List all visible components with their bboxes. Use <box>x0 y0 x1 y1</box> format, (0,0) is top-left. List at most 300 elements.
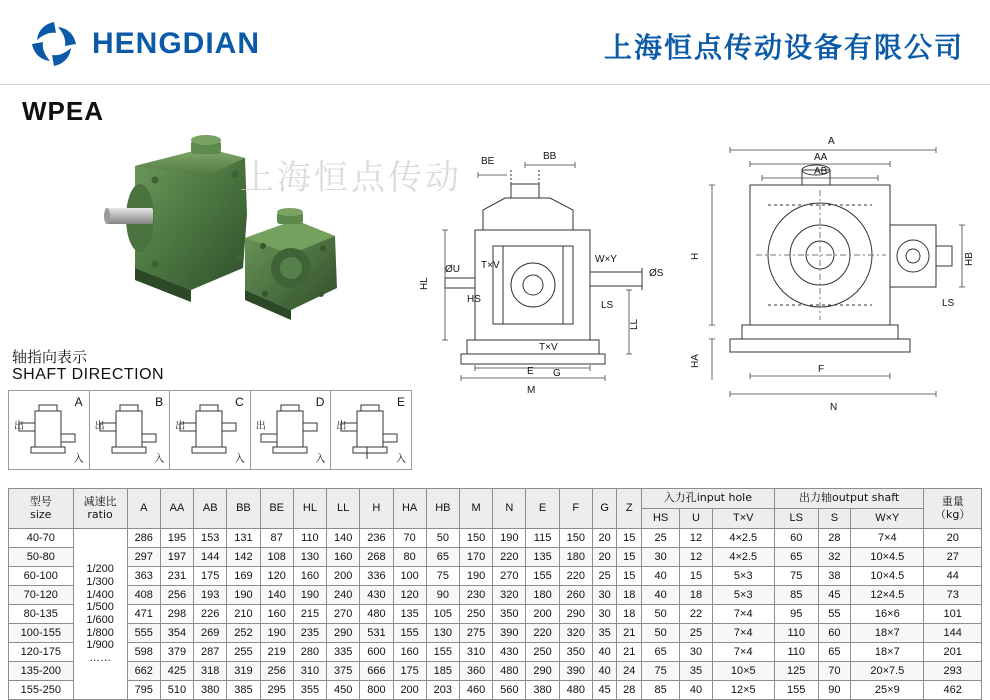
cell-N: 270 <box>493 567 526 586</box>
cell-G: 20 <box>592 548 617 567</box>
cell-HL: 215 <box>293 605 326 624</box>
cell-HL: 110 <box>293 529 326 548</box>
cell-HA: 155 <box>393 624 426 643</box>
shaft-direction-cell-b <box>90 391 171 469</box>
dim-a: A <box>828 136 835 147</box>
shaft-in-label: 入 <box>234 454 245 465</box>
cell-F: 220 <box>559 567 592 586</box>
cell-U: 22 <box>680 605 713 624</box>
cell-A: 662 <box>127 662 160 681</box>
cell-S: 90 <box>818 681 850 700</box>
table-row <box>9 643 982 662</box>
cell-TV: 5×3 <box>712 586 774 605</box>
th-output-shaft-group <box>774 489 924 509</box>
ratio-item: 1/300 <box>86 576 114 589</box>
cell-Z: 21 <box>617 643 642 662</box>
cell-LS: 75 <box>774 567 818 586</box>
cell-weight: 201 <box>924 643 982 662</box>
cell-HL: 160 <box>293 567 326 586</box>
cell-HS: 25 <box>641 529 679 548</box>
cell-N: 560 <box>493 681 526 700</box>
cell-A: 297 <box>127 548 160 567</box>
cell-TV: 12×5 <box>712 681 774 700</box>
cell-N: 480 <box>493 662 526 681</box>
th-M: M <box>459 489 492 529</box>
cell-HB: 155 <box>426 643 459 662</box>
cell-WY: 10×4.5 <box>851 567 924 586</box>
shaft-cell-letter: B <box>155 395 164 409</box>
dim-ls: LS <box>601 300 614 311</box>
shaft-cell-letter: A <box>74 395 83 409</box>
th-E: E <box>526 489 559 529</box>
cell-TV: 4×2.5 <box>712 529 774 548</box>
cell-weight: 293 <box>924 662 982 681</box>
cell-A: 408 <box>127 586 160 605</box>
cell-HA: 100 <box>393 567 426 586</box>
cell-HB: 65 <box>426 548 459 567</box>
cell-G: 30 <box>592 586 617 605</box>
cell-F: 480 <box>559 681 592 700</box>
cell-AB: 318 <box>194 662 227 681</box>
cell-G: 20 <box>592 529 617 548</box>
cell-weight: 144 <box>924 624 982 643</box>
shaft-out-label: 出 <box>94 421 105 432</box>
th-ratio-en: ratio <box>87 507 113 521</box>
cell-HB: 90 <box>426 586 459 605</box>
cell-HB: 105 <box>426 605 459 624</box>
cell-Z: 24 <box>617 662 642 681</box>
cell-E: 220 <box>526 624 559 643</box>
cell-LL: 270 <box>327 605 360 624</box>
th-ratio <box>73 489 127 529</box>
dim-ll: LL <box>629 318 640 330</box>
cell-H: 666 <box>360 662 393 681</box>
cell-E: 250 <box>526 643 559 662</box>
cell-Z: 18 <box>617 586 642 605</box>
cell-weight: 27 <box>924 548 982 567</box>
shaft-direction-cell-e <box>331 391 411 469</box>
th-LS: LS <box>774 509 818 529</box>
shaft-direction-cell-d <box>251 391 332 469</box>
cell-LL: 160 <box>327 548 360 567</box>
cell-WY: 16×6 <box>851 605 924 624</box>
cell-AB: 226 <box>194 605 227 624</box>
cell-M: 460 <box>459 681 492 700</box>
cell-TV: 5×3 <box>712 567 774 586</box>
table-row <box>9 624 982 643</box>
cell-AB: 380 <box>194 681 227 700</box>
th-AA: AA <box>160 489 193 529</box>
th-U: U <box>680 509 713 529</box>
shaft-direction-cell-c <box>170 391 251 469</box>
ratio-item: 1/900 <box>86 639 114 652</box>
cell-AB: 287 <box>194 643 227 662</box>
cell-size: 60-100 <box>9 567 74 586</box>
shaft-cell-letter: E <box>396 395 405 409</box>
brand-name: HENGDIAN <box>92 27 261 60</box>
shaft-out-label: 出 <box>175 421 186 432</box>
cell-S: 32 <box>818 548 850 567</box>
ratio-item: 1/400 <box>86 588 114 601</box>
cell-LL: 335 <box>327 643 360 662</box>
th-weight-cn: 重量 <box>941 494 964 508</box>
th-TV: T×V <box>712 509 774 529</box>
th-size <box>9 489 74 529</box>
cell-weight: 101 <box>924 605 982 624</box>
cell-LL: 240 <box>327 586 360 605</box>
cell-E: 155 <box>526 567 559 586</box>
cell-G: 45 <box>592 681 617 700</box>
dim-m: M <box>527 385 536 396</box>
cell-E: 200 <box>526 605 559 624</box>
dim-hl: HL <box>419 277 430 290</box>
ratio-item: …… <box>89 651 112 664</box>
th-Z: Z <box>617 489 642 529</box>
cell-TV: 7×4 <box>712 624 774 643</box>
th-WY: W×Y <box>851 509 924 529</box>
shaft-out-label: 出 <box>336 421 347 432</box>
cell-HA: 135 <box>393 605 426 624</box>
product-photo <box>95 118 350 333</box>
cell-LS: 65 <box>774 548 818 567</box>
shaft-in-label: 入 <box>73 454 84 465</box>
cell-H: 600 <box>360 643 393 662</box>
dim-aa: AA <box>814 152 828 163</box>
front-view-drawing <box>415 150 670 400</box>
cell-F: 350 <box>559 643 592 662</box>
cell-H: 531 <box>360 624 393 643</box>
cell-LS: 95 <box>774 605 818 624</box>
cell-WY: 18×7 <box>851 624 924 643</box>
dim-ou: ØU <box>445 264 460 275</box>
th-weight <box>924 489 982 529</box>
cell-WY: 7×4 <box>851 529 924 548</box>
cell-H: 336 <box>360 567 393 586</box>
th-HA: HA <box>393 489 426 529</box>
cell-WY: 18×7 <box>851 643 924 662</box>
th-N: N <box>493 489 526 529</box>
cell-BE: 140 <box>260 586 293 605</box>
th-A: A <box>127 489 160 529</box>
dim-bb: BB <box>543 151 557 162</box>
dim-ha: HA <box>690 354 701 368</box>
cell-AB: 269 <box>194 624 227 643</box>
th-ratio-cn: 减速比 <box>83 494 117 508</box>
cell-AA: 256 <box>160 586 193 605</box>
cell-G: 40 <box>592 643 617 662</box>
dim-hs: HS <box>467 294 481 305</box>
shaft-out-label: 出 <box>14 421 24 432</box>
cell-LL: 375 <box>327 662 360 681</box>
cell-H: 236 <box>360 529 393 548</box>
cell-HS: 40 <box>641 567 679 586</box>
cell-HA: 80 <box>393 548 426 567</box>
cell-size: 155-250 <box>9 681 74 700</box>
cell-H: 480 <box>360 605 393 624</box>
cell-A: 363 <box>127 567 160 586</box>
cell-M: 190 <box>459 567 492 586</box>
cell-E: 380 <box>526 681 559 700</box>
cell-AA: 425 <box>160 662 193 681</box>
cell-LS: 125 <box>774 662 818 681</box>
cell-U: 25 <box>680 624 713 643</box>
cell-H: 800 <box>360 681 393 700</box>
cell-M: 360 <box>459 662 492 681</box>
cell-BB: 385 <box>227 681 260 700</box>
th-input-hole-en: input hole <box>696 491 753 505</box>
shaft-direction-cell-a <box>9 391 90 469</box>
cell-AA: 510 <box>160 681 193 700</box>
cell-LL: 290 <box>327 624 360 643</box>
cell-M: 250 <box>459 605 492 624</box>
cell-AB: 175 <box>194 567 227 586</box>
cell-N: 350 <box>493 605 526 624</box>
shaft-direction-table <box>8 390 412 470</box>
cell-weight: 44 <box>924 567 982 586</box>
cell-E: 135 <box>526 548 559 567</box>
cell-weight: 462 <box>924 681 982 700</box>
cell-M: 275 <box>459 624 492 643</box>
cell-Z: 15 <box>617 529 642 548</box>
th-AB: AB <box>194 489 227 529</box>
shaft-direction-label-cn: 轴指向表示 <box>12 348 88 366</box>
fan-blade-logo-icon <box>28 18 80 70</box>
th-G: G <box>592 489 617 529</box>
cell-BB: 319 <box>227 662 260 681</box>
cell-A: 795 <box>127 681 160 700</box>
cell-HS: 65 <box>641 643 679 662</box>
cell-HB: 130 <box>426 624 459 643</box>
cell-BE: 160 <box>260 605 293 624</box>
cell-HL: 235 <box>293 624 326 643</box>
cell-AB: 144 <box>194 548 227 567</box>
cell-HS: 85 <box>641 681 679 700</box>
cell-F: 260 <box>559 586 592 605</box>
cell-BE: 219 <box>260 643 293 662</box>
th-S: S <box>818 509 850 529</box>
cell-BB: 169 <box>227 567 260 586</box>
cell-G: 40 <box>592 662 617 681</box>
cell-Z: 28 <box>617 681 642 700</box>
cell-A: 555 <box>127 624 160 643</box>
cell-LS: 110 <box>774 643 818 662</box>
th-output-shaft-cn: 出力轴 <box>798 491 832 505</box>
cell-WY: 12×4.5 <box>851 586 924 605</box>
dim-ab: AB <box>814 166 828 177</box>
dim-h: H <box>690 252 701 260</box>
cell-HL: 355 <box>293 681 326 700</box>
cell-U: 12 <box>680 529 713 548</box>
cell-U: 15 <box>680 567 713 586</box>
cell-BE: 190 <box>260 624 293 643</box>
th-BB: BB <box>227 489 260 529</box>
cell-LS: 110 <box>774 624 818 643</box>
dim-os: ØS <box>649 268 664 279</box>
cell-M: 170 <box>459 548 492 567</box>
dim-ls-side: LS <box>942 298 955 309</box>
cell-LL: 450 <box>327 681 360 700</box>
table-row <box>9 681 982 700</box>
cell-AA: 354 <box>160 624 193 643</box>
cell-LL: 200 <box>327 567 360 586</box>
cell-E: 115 <box>526 529 559 548</box>
cell-HL: 130 <box>293 548 326 567</box>
th-input-hole-cn: 入力孔 <box>663 491 697 505</box>
cell-S: 60 <box>818 624 850 643</box>
th-size-cn: 型号 <box>29 494 52 508</box>
shaft-cell-letter: C <box>235 395 244 409</box>
cell-U: 40 <box>680 681 713 700</box>
cell-BB: 252 <box>227 624 260 643</box>
cell-TV: 4×2.5 <box>712 548 774 567</box>
cell-M: 150 <box>459 529 492 548</box>
cell-F: 390 <box>559 662 592 681</box>
cell-U: 30 <box>680 643 713 662</box>
cell-BE: 120 <box>260 567 293 586</box>
cell-N: 320 <box>493 586 526 605</box>
cell-H: 430 <box>360 586 393 605</box>
shaft-out-label: 出 <box>255 421 266 432</box>
cell-size: 100-155 <box>9 624 74 643</box>
cell-AA: 195 <box>160 529 193 548</box>
cell-F: 180 <box>559 548 592 567</box>
ratio-item: 1/500 <box>86 601 114 614</box>
cell-WY: 10×4.5 <box>851 548 924 567</box>
cell-E: 180 <box>526 586 559 605</box>
page-header <box>0 0 990 84</box>
cell-AB: 193 <box>194 586 227 605</box>
dim-e: E <box>527 366 534 377</box>
cell-Z: 15 <box>617 567 642 586</box>
ratio-item: 1/200 <box>86 563 114 576</box>
cell-BE: 256 <box>260 662 293 681</box>
shaft-in-label: 入 <box>154 454 165 465</box>
cell-HL: 310 <box>293 662 326 681</box>
cell-N: 430 <box>493 643 526 662</box>
cell-AA: 231 <box>160 567 193 586</box>
dim-g: G <box>553 368 561 379</box>
cell-BB: 131 <box>227 529 260 548</box>
cell-U: 35 <box>680 662 713 681</box>
th-F: F <box>559 489 592 529</box>
cell-HA: 175 <box>393 662 426 681</box>
cell-N: 220 <box>493 548 526 567</box>
cell-size: 80-135 <box>9 605 74 624</box>
cell-BB: 210 <box>227 605 260 624</box>
page-title: WPEA <box>22 96 104 126</box>
cell-LS: 155 <box>774 681 818 700</box>
cell-HS: 50 <box>641 624 679 643</box>
cell-AA: 298 <box>160 605 193 624</box>
cell-S: 45 <box>818 586 850 605</box>
cell-size: 50-80 <box>9 548 74 567</box>
cell-HS: 30 <box>641 548 679 567</box>
th-input-hole-group <box>641 489 774 509</box>
ratio-item: 1/600 <box>86 614 114 626</box>
th-weight-unit: （kg） <box>935 507 971 521</box>
cell-weight: 73 <box>924 586 982 605</box>
cell-F: 150 <box>559 529 592 548</box>
th-H: H <box>360 489 393 529</box>
cell-G: 30 <box>592 605 617 624</box>
cell-size: 40-70 <box>9 529 74 548</box>
cell-M: 310 <box>459 643 492 662</box>
dim-hb: HB <box>964 252 975 266</box>
cell-weight: 20 <box>924 529 982 548</box>
cell-BB: 190 <box>227 586 260 605</box>
cell-size: 70-120 <box>9 586 74 605</box>
cell-A: 286 <box>127 529 160 548</box>
cell-AB: 153 <box>194 529 227 548</box>
cell-Z: 15 <box>617 548 642 567</box>
cell-S: 28 <box>818 529 850 548</box>
cell-BE: 87 <box>260 529 293 548</box>
side-view-drawing <box>690 120 980 420</box>
table-row <box>9 662 982 681</box>
cell-HB: 75 <box>426 567 459 586</box>
cell-HB: 50 <box>426 529 459 548</box>
table-row <box>9 529 982 548</box>
dim-be: BE <box>481 156 495 167</box>
cell-S: 38 <box>818 567 850 586</box>
shaft-in-label: 入 <box>315 454 326 465</box>
cell-HS: 50 <box>641 605 679 624</box>
cell-LS: 60 <box>774 529 818 548</box>
cell-N: 390 <box>493 624 526 643</box>
th-HB: HB <box>426 489 459 529</box>
cell-S: 65 <box>818 643 850 662</box>
cell-AA: 197 <box>160 548 193 567</box>
ratio-item: 1/800 <box>86 626 114 639</box>
brand-logo <box>28 18 260 70</box>
dim-f: F <box>818 364 825 375</box>
cell-HL: 190 <box>293 586 326 605</box>
watermark-text: 上海恒点传动 <box>240 158 462 198</box>
cell-Z: 21 <box>617 624 642 643</box>
cell-HS: 40 <box>641 586 679 605</box>
cell-G: 35 <box>592 624 617 643</box>
th-HL: HL <box>293 489 326 529</box>
cell-H: 268 <box>360 548 393 567</box>
dim-tv-left: T×V <box>481 260 500 271</box>
cell-F: 290 <box>559 605 592 624</box>
cell-BB: 255 <box>227 643 260 662</box>
cell-U: 12 <box>680 548 713 567</box>
cell-HA: 120 <box>393 586 426 605</box>
shaft-in-label: 入 <box>395 454 406 465</box>
cell-HA: 160 <box>393 643 426 662</box>
cell-TV: 10×5 <box>712 662 774 681</box>
table-row <box>9 548 982 567</box>
cell-BE: 108 <box>260 548 293 567</box>
cell-size: 135-200 <box>9 662 74 681</box>
cell-LS: 85 <box>774 586 818 605</box>
cell-HL: 280 <box>293 643 326 662</box>
company-name-cn: 上海恒点传动设备有限公司 <box>603 31 964 64</box>
cell-TV: 7×4 <box>712 605 774 624</box>
table-row <box>9 567 982 586</box>
header-divider <box>0 84 990 85</box>
th-output-shaft-en: output shaft <box>831 491 900 505</box>
cell-HA: 70 <box>393 529 426 548</box>
cell-M: 230 <box>459 586 492 605</box>
cell-WY: 20×7.5 <box>851 662 924 681</box>
dim-wy: W×Y <box>595 254 617 265</box>
cell-LL: 140 <box>327 529 360 548</box>
cell-AA: 379 <box>160 643 193 662</box>
cell-N: 190 <box>493 529 526 548</box>
shaft-direction-label-en: SHAFT DIRECTION <box>12 366 165 383</box>
